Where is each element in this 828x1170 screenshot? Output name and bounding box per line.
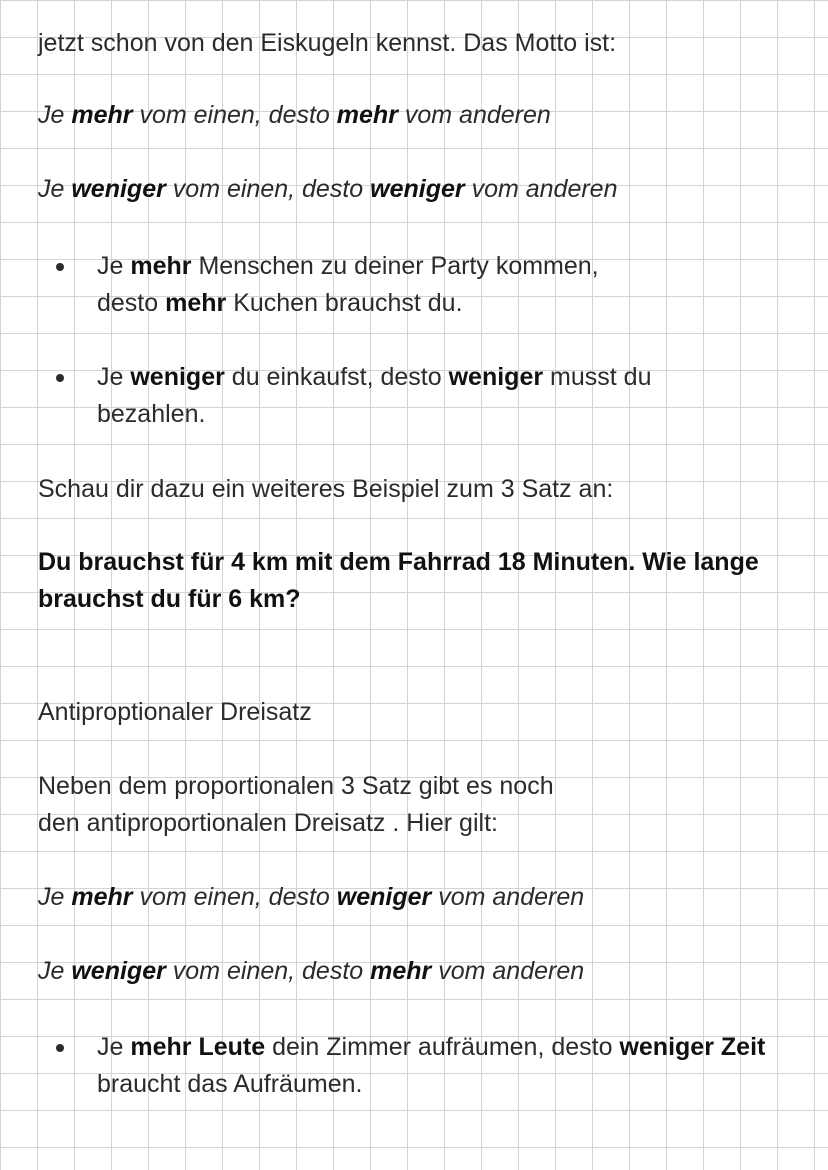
bullet-dot-icon: [56, 1044, 64, 1052]
example-task-line-1: Du brauchst für 4 km mit dem Fahrrad 18 Minuten. Wie lange: [38, 548, 759, 576]
antiproportional-desc-line-2: den antiproportionalen Dreisatz . Hier gilt:: [38, 809, 498, 837]
list-item: Je mehr Leute dein Zimmer aufräumen, desto weniger Zeit braucht das Aufräumen.: [97, 1033, 766, 1098]
example-intro: Schau dir dazu ein weiteres Beispiel zum 3 Satz an:: [38, 475, 614, 503]
list-item: Je weniger du einkaufst, desto weniger musst du bezahlen.: [97, 363, 652, 428]
bullet-dot-icon: [56, 374, 64, 382]
antiproportional-desc-line-1: Neben dem proportionalen 3 Satz gibt es noch: [38, 772, 554, 800]
intro-text: jetzt schon von den Eiskugeln kennst. Das Motto ist:: [38, 29, 617, 57]
example-task-line-2: brauchst du für 6 km?: [38, 585, 301, 613]
proportional-rule-more: Je mehr vom einen, desto mehr vom anderen: [38, 101, 551, 129]
list-item: Je mehr Menschen zu deiner Party kommen, desto mehr Kuchen brauchst du.: [97, 252, 599, 317]
bullet-dot-icon: [56, 263, 64, 271]
antiproportional-rule-more: Je mehr vom einen, desto weniger vom anderen: [38, 883, 585, 911]
antiproportional-rule-less: Je weniger vom einen, desto mehr vom anderen: [38, 957, 585, 985]
antiproportional-heading: Antiproptionaler Dreisatz: [38, 698, 312, 726]
proportional-rule-less: Je weniger vom einen, desto weniger vom anderen: [38, 175, 618, 203]
